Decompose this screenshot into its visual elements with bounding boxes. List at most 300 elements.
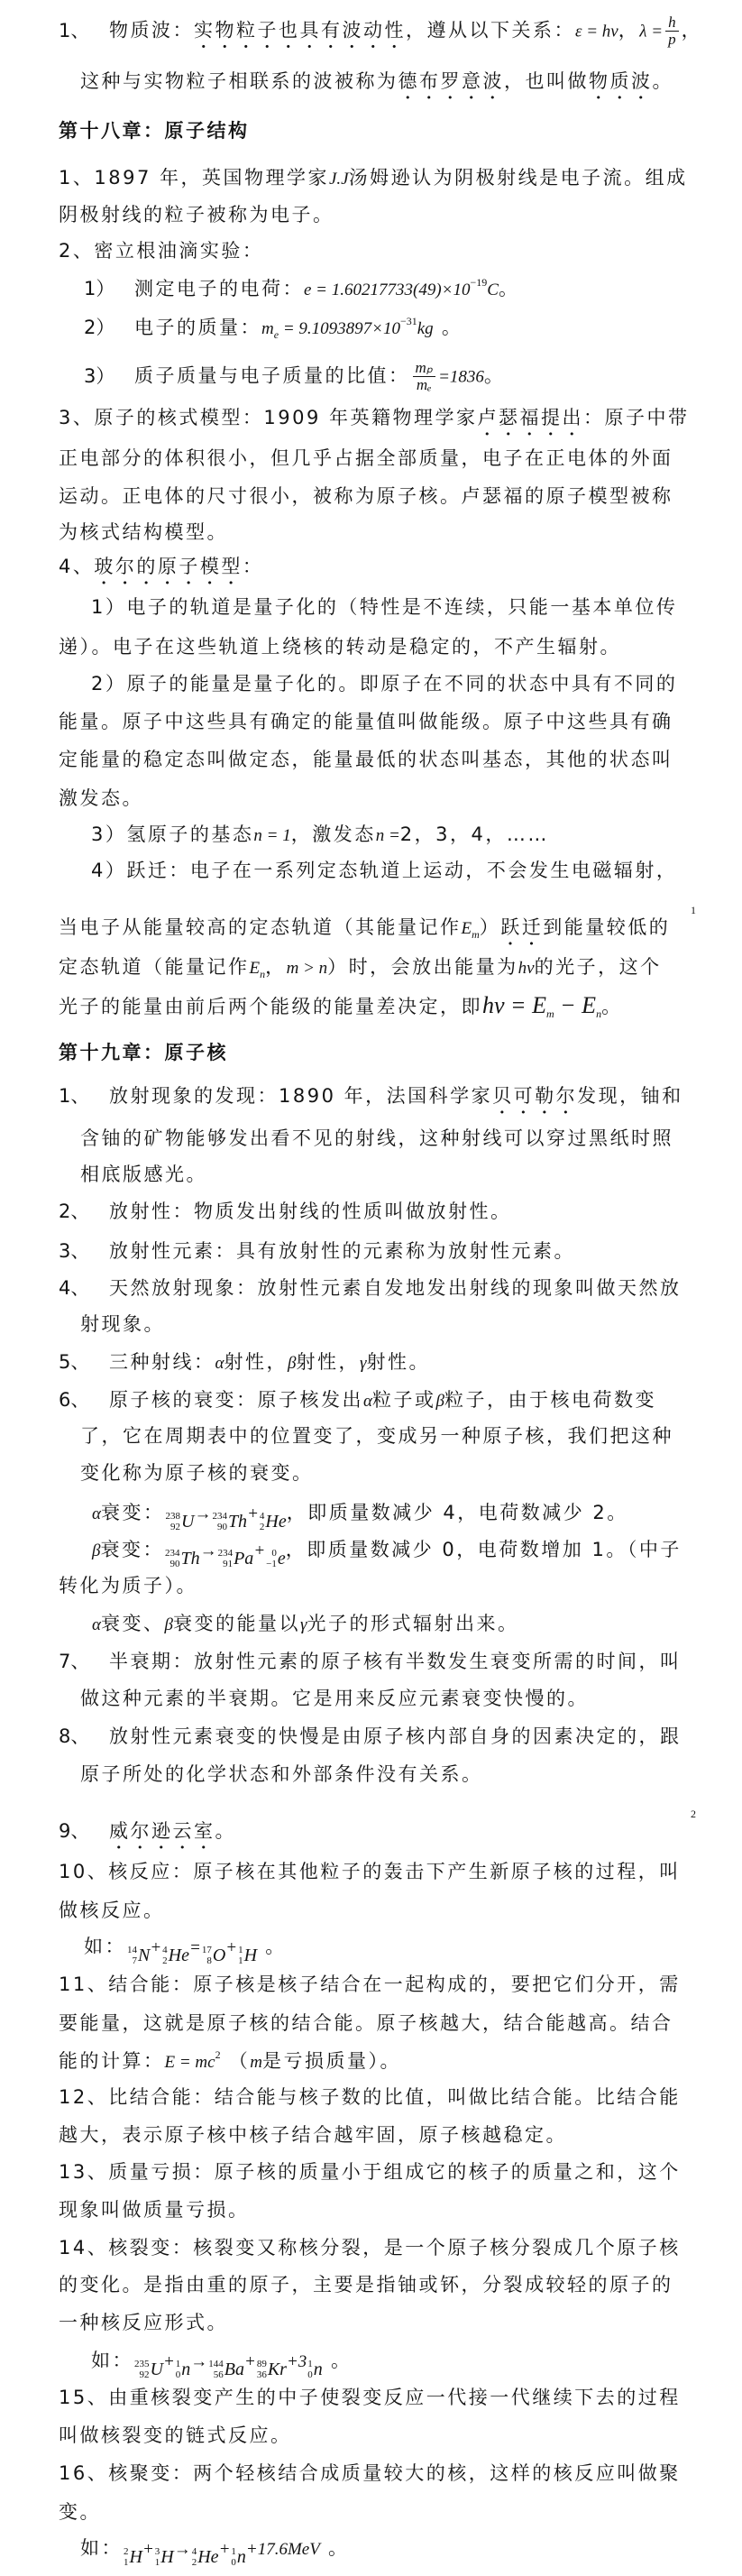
text-run: 。 [257,1936,287,1957]
element-symbol: Pa [234,1549,254,1569]
atomic-number: 36 [256,2369,267,2380]
text-run: ： [242,556,264,577]
emphasized-text: 德布罗意波 [398,70,504,92]
text-run: 如： [80,2537,123,2559]
text-run: 做这种元素的半衰期。它是用来反应元素衰变快慢的。 [80,1688,589,1709]
math-text: + [247,1504,259,1523]
nuclide-numbers [260,1511,265,1532]
text-line [59,1199,512,1224]
text-run: 汤姆逊认为阴极射线是电子流。组成 [348,167,688,189]
item-number: 8、 [59,1725,90,1747]
text-run: 4）跃迁：电子在一系列定态轨道上运动，不会发生电磁辐射， [91,860,678,881]
text-line [59,2499,101,2525]
math-text: =1836 [438,367,484,387]
mass-number: 144 [208,2359,224,2369]
text-run: 三种射线： [109,1351,215,1373]
text-run: 激发态。 [59,787,143,809]
emphasized-text: 实物粒子也具有波动性 [194,19,406,41]
text-run: 光子的形式辐射出来。 [307,1613,519,1634]
mass-number: 4 [191,2546,197,2557]
mass-number: 1 [175,2359,181,2369]
nuclide-numbers [155,2546,160,2568]
text-run: ，即质量数减少 4，电荷数减少 2。 [286,1502,628,1523]
text-run: 定态轨道（能量记作 [59,956,250,978]
fraction-numerator: h [665,14,679,32]
text-line [91,671,677,696]
atomic-number: 8 [206,1955,212,1966]
text-line [80,1311,165,1337]
text-run: 当电子从能量较高的定态轨道（其能量记作 [59,916,462,938]
item-number: 3、 [59,1240,90,1262]
text-line [92,1537,682,1569]
element-symbol: Th [180,1549,200,1569]
heading-text: 第十九章：原子核 [59,1042,228,1063]
math-text: C [487,281,499,299]
text-run: 物质波： [109,19,194,41]
text-run: 质子质量与电子质量的比值： [134,364,410,387]
mass-number: 1 [307,2359,313,2369]
math-text: e = 1.60217733(49)×10 [304,281,471,299]
mass-number: 1 [238,1945,243,1955]
math-text: E = mc [164,2053,215,2072]
math-text: − E [554,992,597,1018]
nuclide-numbers [257,2359,267,2380]
text-line [59,165,688,190]
mass-number: 4 [162,1945,168,1955]
text-line [84,359,506,393]
mass-number: 235 [134,2359,150,2369]
mass-number: 234 [164,1548,180,1559]
text-run: 射性。 [366,1351,430,1373]
text-line [59,554,263,579]
atomic-number: 7 [132,1955,137,1966]
nuclide-symbol [202,1943,225,1968]
text-run: 15、由重核裂变产生的中子使裂变反应一代接一代继续下去的过程 [59,2387,681,2408]
nuclide-symbol [165,1509,194,1534]
math-text: α [215,1354,224,1373]
text-run: 衰变、 [100,1613,165,1634]
atomic-number: 1 [124,2557,129,2568]
text-line [84,315,463,340]
text-run: 放射性元素：具有放射性的元素称为放射性元素。 [109,1240,575,1262]
text-run: 如： [84,1936,126,1957]
text-run: 13、质量亏损：原子核的质量小于组成它的核子的质量之和，这个 [59,2161,681,2183]
text-line [59,1573,197,1598]
math-text: = [189,1938,201,1957]
text-run: 的变化。是指由重的原子，主要是指铀或钚，分裂成较轻的原子的 [59,2274,673,2295]
text-line [84,276,519,301]
atomic-number: −1 [266,1559,277,1569]
atomic-number: 56 [213,2369,224,2380]
element-symbol: e [277,1549,286,1569]
nuclide-symbol [155,2544,174,2570]
emphasized-text: 物质波 [589,70,653,92]
text-line [59,2197,250,2222]
text-line [59,2235,681,2260]
text-run: 2）原子的能量是量子化的。即原子在不同的状态中具有不同的 [91,673,678,695]
math-text: hν = E [482,992,546,1018]
nuclide-numbers [165,1548,180,1569]
nuclide-numbers [231,2546,236,2568]
text-run: 。 [601,996,623,1017]
text-line [80,1762,483,1787]
text-run: 正电部分的体积很小，但几乎占据全部质量，电子在正电体的外面 [59,447,673,469]
element-symbol: He [197,2547,219,2567]
text-run: 射性， [224,1351,288,1373]
nuclide-symbol [124,2544,142,2570]
element-symbol: U [150,2360,163,2379]
text-line [59,1275,682,1301]
text-run: 4、 [59,556,95,577]
math-text: β [287,1354,297,1373]
item-number: 6、 [59,1389,90,1411]
text-run: 变化称为原子核的衰变。 [80,1462,314,1484]
math-text: γ [299,1615,307,1634]
math-superscript: −31 [399,315,417,327]
mass-number: 14 [127,1945,137,1955]
math-text: γ [359,1354,367,1373]
text-run: （ [220,2050,251,2072]
mass-number: 1 [231,2546,236,2557]
text-run: 含铀的矿物能够发出看不见的射线，这种射线可以穿过黑纸时照 [80,1127,673,1149]
nuclide-symbol [231,2544,246,2570]
emphasized-text: 卢瑟福提出 [477,407,583,428]
text-run: 衰变： [100,1502,165,1523]
element-symbol: H [129,2547,142,2567]
text-run: 1）电子的轨道是量子化的（特性是不连续，只能一基本单位传 [91,596,678,618]
text-line [92,1611,518,1636]
text-line [59,483,673,509]
mass-number: 17 [201,1945,212,1955]
text-line [59,446,673,471]
math-subscript: m [545,1007,554,1020]
chapter-heading [59,1040,228,1065]
text-line [59,2159,681,2185]
nuclide-numbers [127,1945,137,1966]
text-run: 3）氢原子的基态 [91,823,254,845]
item-number: 1、 [59,1085,90,1107]
text-run: ， [681,19,703,41]
nuclide-symbol [208,2357,244,2382]
math-subscript: n [596,1007,602,1020]
math-text: β [164,1615,173,1634]
element-symbol: He [265,1512,287,1532]
text-run: 。 [498,278,520,299]
text-line [59,2385,681,2410]
text-line [80,1126,673,1151]
math-text: +3 [286,2352,307,2371]
math-text: ε = hν [575,22,618,41]
math-superscript: −19 [470,276,488,289]
atomic-number: 0 [175,2369,181,2380]
math-text: +17.6MeV [245,2540,320,2559]
atomic-number: 2 [259,1522,265,1532]
emphasized-text: 贝可勒尔 [492,1085,578,1107]
atomic-number: 2 [191,2557,197,2568]
mass-number: 234 [217,1548,234,1559]
nuclide-numbers [165,1511,180,1532]
text-run: 放射性：物质发出射线的性质叫做放射性。 [109,1201,512,1222]
math-subscript: m [472,928,480,941]
text-run: 放射现象的发现：1890 年，法国科学家 [109,1085,493,1107]
text-line [59,634,621,659]
nuclide-symbol [266,1546,286,1571]
fraction-denominator: mₑ [416,376,432,393]
element-symbol: Th [227,1512,248,1532]
text-run: 转化为质子）。 [59,1575,197,1596]
element-symbol: O [212,1946,226,1965]
text-run: 。 [322,2350,353,2371]
text-line [59,2010,673,2036]
atomic-number: 90 [216,1522,227,1532]
math-text: m [261,319,274,338]
emphasized-text: 玻尔的原子模型 [94,556,243,577]
text-run: 原子所处的化学状态和外部条件没有关系。 [80,1763,483,1785]
text-run: 2、密立根油滴实验： [59,240,264,262]
text-run: 2，3，4，…… [399,823,549,845]
item-number: 3） [84,364,115,387]
math-text: m > n [286,959,328,978]
text-run: ， [618,19,640,41]
nuclide-symbol [238,1943,257,1968]
text-run: 现象叫做质量亏损。 [59,2199,250,2221]
text-run: 16、核聚变：两个轻核结合成质量较大的核，这样的核反应叫做聚 [59,2462,681,2484]
nuclide-symbol [218,1546,254,1571]
nuclide-symbol [260,1509,287,1534]
text-line [59,2423,292,2448]
element-symbol: N [138,1946,151,1965]
math-text: m [250,2053,263,2072]
nuclide-numbers [307,2359,313,2380]
text-run: 为核式结构模型。 [59,521,228,543]
text-line [59,1898,165,1923]
math-text: α [92,1504,101,1523]
text-line [59,1349,430,1375]
text-line [80,1162,207,1187]
page-number: 1 [691,904,696,916]
text-run: ：原子中带 [582,407,690,428]
math-text: + [244,2352,256,2371]
math-text: n = 1 [253,826,291,845]
atomic-number: 1 [238,1955,243,1966]
nuclide-symbol [257,2357,287,2382]
text-line [91,2348,353,2380]
element-symbol: H [243,1946,258,1965]
text-run: 。 [483,364,506,387]
text-line [59,2461,681,2486]
text-line [59,405,689,430]
text-run: 14、核裂变：核裂变又称核分裂，是一个原子核分裂成几个原子核 [59,2237,681,2259]
mass-number: 238 [165,1511,180,1522]
text-run: 如： [91,2350,133,2371]
math-text: + [142,2540,154,2559]
text-line [80,1423,673,1449]
text-line [59,238,263,263]
text-line [59,202,334,227]
text-run: 电子的质量： [134,317,261,338]
text-run: ） [479,916,501,938]
item-number: 1） [84,278,115,299]
atomic-number: 90 [169,1559,180,1569]
math-subscript: n [260,968,266,980]
text-run: 粒子，由于核电荷数变 [444,1389,656,1411]
element-symbol: n [181,2360,191,2379]
mass-number: 4 [259,1511,265,1522]
emphasized-text: 跃迁 [500,916,544,938]
text-run: 到能量较低的 [543,916,671,938]
text-line [91,594,677,620]
math-text: β [92,1541,101,1560]
text-run: 射现象。 [80,1313,165,1335]
text-run: 运动。正电体的尺寸很小，被称为原子核。卢瑟福的原子模型被称 [59,485,673,507]
text-line [59,14,703,48]
math-text: E [249,959,261,978]
text-line [59,1818,236,1844]
atomic-number: 2 [162,1955,168,1966]
text-run: 是亏损质量）。 [262,2050,402,2072]
math-text: λ = [639,22,664,41]
item-number: 5、 [59,1351,90,1373]
text-line [59,786,143,811]
math-text: J.J [328,170,349,189]
text-line [80,2535,350,2568]
text-line [59,993,623,1018]
mass-number: 3 [154,2546,160,2557]
nuclide-numbers [192,2546,197,2568]
nuclide-symbol [127,1943,150,1968]
math-text: + [218,2540,231,2559]
nuclide-numbers [124,2546,129,2568]
nuclide-numbers [238,1945,243,1966]
text-run: 一种核反应形式。 [59,2312,228,2333]
text-line [59,520,228,545]
text-run: ， [265,956,287,978]
fraction-denominator: p [668,31,676,48]
mass-number: 234 [212,1511,227,1522]
text-run: 衰变： [100,1539,164,1560]
item-number: 1、 [59,19,90,41]
text-run: 1、1897 年，英国物理学家 [59,167,329,189]
text-run: 越大，表示原子核中核子结合越牢固，原子核越稳定。 [59,2124,567,2146]
math-text: + [253,1541,266,1560]
text-run: 定能量的稳定态叫做定态，能量最低的状态叫基态，其他的状态叫 [59,749,673,770]
nuclide-numbers [176,2359,181,2380]
math-fraction [665,14,679,48]
text-run: 10、核反应：原子核在其他粒子的轰击下产生新原子核的过程，叫 [59,1861,681,1882]
text-run: 原子核的衰变：原子核发出 [109,1389,363,1411]
text-run: 光子的能量由前后两个能级的能量差决定，即 [59,996,482,1017]
nuclide-numbers [218,1548,234,1569]
nuclide-numbers [134,2359,150,2380]
text-run: 要能量，这就是原子核的结合能。原子核越大，结合能越高。结合 [59,2012,673,2034]
text-line [80,1460,314,1486]
text-run: 。 [652,70,673,92]
element-symbol: H [160,2547,174,2567]
text-run: 半衰期：放射性元素的原子核有半数发生衰变所需的时间，叫 [109,1651,682,1672]
text-line [59,1083,683,1109]
math-text: + [225,1938,238,1957]
text-run: 12、比结合能：结合能与核子数的比值，叫做比结合能。比结合能 [59,2086,681,2108]
text-run: 的光子，这个 [534,956,662,978]
element-symbol: n [236,2547,246,2567]
nuclide-symbol [134,2357,163,2382]
nuclide-numbers [266,1548,277,1569]
element-symbol: n [313,2360,323,2379]
math-text: kg [417,319,434,338]
mass-number: 2 [124,2546,129,2557]
nuclide-numbers [162,1945,168,1966]
text-line [59,1724,682,1749]
math-text: hν [518,959,535,978]
math-text: + [150,1938,162,1957]
text-run: 叫做核裂变的链式反应。 [59,2424,292,2446]
text-run: ，激发态 [290,823,376,845]
math-text: → [190,2352,208,2371]
text-line [91,858,677,883]
nuclide-symbol [212,1509,247,1534]
nuclide-symbol [192,2544,219,2570]
text-line [59,2272,673,2297]
text-run: 递）。电子在这些轨道上绕核的转动是稳定的，不产生辐射。 [59,636,621,658]
text-run: ，即质量数减少 0，电荷数增加 1。（中子 [285,1539,682,1560]
atomic-number: 0 [231,2557,236,2568]
element-symbol: Ba [224,2360,244,2379]
math-text: → [194,1504,212,1523]
text-run: 11、结合能：原子核是核子结合在一起构成的，要把它们分开，需 [59,1973,681,1995]
text-line [84,1934,287,1966]
atomic-number: 1 [154,2557,160,2568]
nuclide-symbol [162,1943,189,1968]
text-run: 3、原子的核式模型：1909 年英籍物理学家 [59,407,478,428]
text-run: 测定电子的电荷： [134,278,304,299]
text-line [59,2310,228,2335]
math-text: = 9.1093897×10 [279,319,400,338]
text-run: 做核反应。 [59,1900,165,1921]
math-text: → [199,1541,217,1560]
text-run: 阴极射线的粒子被称为电子。 [59,204,334,225]
emphasized-text: 威尔逊云室 [109,1820,215,1842]
text-line [91,822,549,847]
text-run: 。 [319,2537,350,2559]
item-number: 2、 [59,1201,90,1222]
fraction-numerator: mₚ [413,360,436,377]
text-line [80,69,673,94]
math-text: → [173,2540,191,2559]
nuclide-symbol [165,1546,200,1571]
text-run: 了，它在周期表中的位置变了，变成另一种原子核，我们把这种 [80,1425,673,1447]
text-line [59,1649,682,1674]
nuclide-numbers [212,1511,227,1532]
text-run: 天然放射现象：放射性元素自发地发出射线的现象叫做天然放 [109,1277,682,1299]
math-subscript: e [273,328,279,341]
text-run: 能的计算： [59,2050,165,2072]
nuclide-numbers [202,1945,212,1966]
text-line [59,2048,401,2074]
math-text: α [363,1392,372,1411]
text-run: 这种与实物粒子相联系的波被称为 [80,70,398,92]
text-line [59,1238,575,1264]
text-line [92,1500,628,1532]
math-text: E [461,919,472,938]
item-number: 7、 [59,1651,90,1672]
text-line [59,1387,656,1412]
heading-text: 第十八章：原子结构 [59,120,250,142]
text-run: ，遵从以下关系： [406,19,575,41]
text-run: 衰变的能量以 [172,1613,300,1634]
element-symbol: U [180,1512,195,1532]
math-superscript: 2 [215,2048,221,2061]
math-fraction [413,360,436,393]
